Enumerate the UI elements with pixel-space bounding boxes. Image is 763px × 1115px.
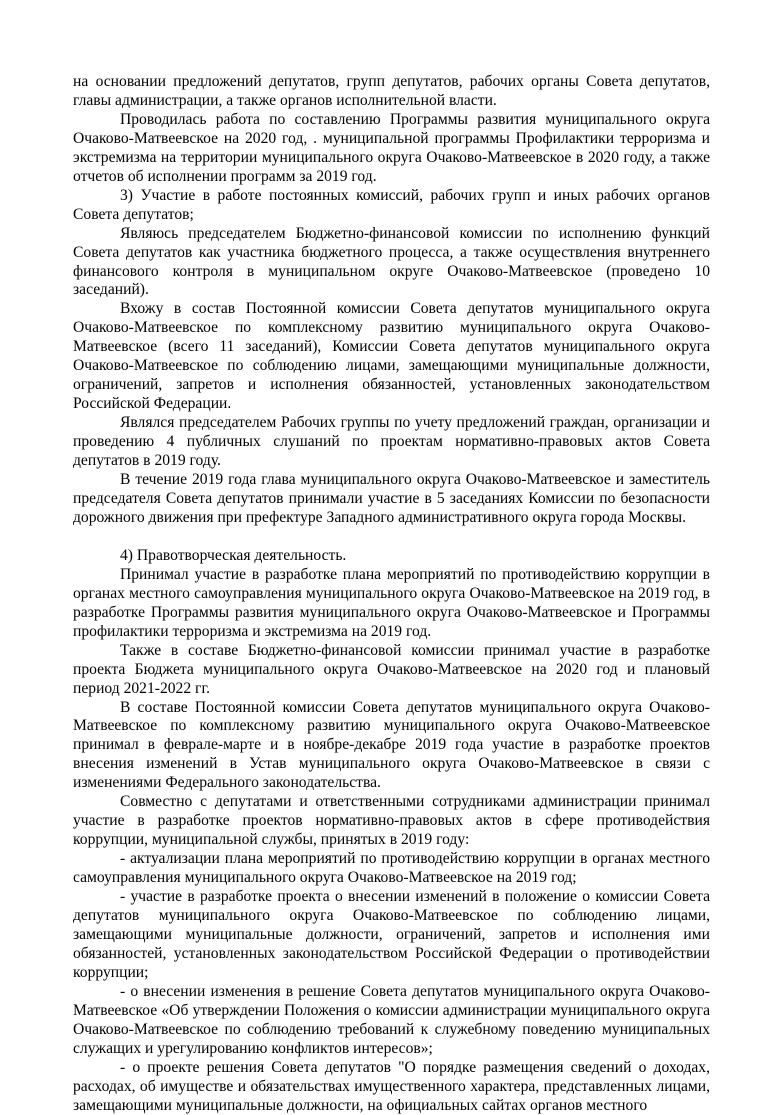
list-item: - актуализации плана мероприятий по противодействию коррупции в органах местного самоуправления муниципального округа Очаково-Матвеевское на 2019 год; (73, 850, 710, 887)
paragraph: Совместно с депутатами и ответственными сотрудниками администрации принимал участие в разработке проектов нормативно-правовых актов в сфере противодействия коррупции, муниципальной службы, принятых в 2019 году: (73, 793, 710, 849)
list-item: - о проекте решения Совета депутатов "О порядке размещения сведений о доходах, расходах, об имуществе и обязательствах имущественного характера, представленных лицами, замещающими муниципальные должности, на официальных сайтах органов местного (73, 1058, 710, 1114)
section-heading: 4) Правотворческая деятельность. (120, 546, 347, 564)
paragraph: Принимал участие в разработке плана мероприятий по противодействию коррупции в органах местного самоуправления муниципального округа Очаково-Матвеевское на 2019 год, в разработке Программы развития муниципального округа Очаково-Матвеевское и Программы профилактики терроризма и экстремизма на 2019 год. (73, 565, 710, 640)
paragraph: Вхожу в состав Постоянной комиссии Совета депутатов муниципального округа Очаково-Матвеевское по комплексному развитию муниципального округа Очаково-Матвеевское (всего 11 заседаний), Комиссии Совета депутатов муниципального округа Очаково-Матвеевское по соблюдению лицами, замещающими муниципальные должности, ограничений, запретов и исполнения обязанностей, установленных законодательством Российской Федерации. (73, 300, 710, 413)
paragraph: Являлся председателем Рабочих группы по учету предложений граждан, организации и проведению 4 публичных слушаний по проектам нормативно-правовых актов Совета депутатов в 2019 году. (73, 414, 710, 470)
section-heading: 3) Участие в работе постоянных комиссий, рабочих групп и иных рабочих органов Совета депутатов; (73, 186, 710, 223)
paragraph: В составе Постоянной комиссии Совета депутатов муниципального округа Очаково-Матвеевское по комплексному развитию муниципального округа Очаково-Матвеевское принимал в феврале-марте и в ноябре-декабре 2019 года участие в разработке проектов внесения изменений в Устав муниципального округа Очаково-Матвеевское в связи с изменениями Федерального законодательства. (73, 698, 710, 792)
document-page (73, 73, 710, 1115)
list-item: - о внесении изменения в решение Совета депутатов муниципального округа Очаково-Матвеевское «Об утверждении Положения о комиссии администрации муниципального округа Очаково-Матвеевское по соблюдению требований к служебному поведению муниципальных служащих и урегулированию конфликтов интересов»; (73, 982, 710, 1057)
blank-line (73, 528, 710, 547)
paragraph: на основании предложений депутатов, групп депутатов, рабочих органы Совета депутатов, главы администрации, а также органов исполнительной власти. (73, 73, 710, 109)
paragraph: В течение 2019 года глава муниципального округа Очаково-Матвеевское и заместитель председателя Совета депутатов принимали участие в 5 заседаниях Комиссии по безопасности дорожного движения при префектуре Западного административного округа города Москвы. (73, 471, 710, 526)
paragraph: Являюсь председателем Бюджетно-финансовой комиссии по исполнению функций Совета депутатов как участника бюджетного процесса, а также осуществления внутреннего финансового контроля в муниципальном округе Очаково-Матвеевское (проведено 10 заседаний). (73, 224, 710, 299)
paragraph: Также в составе Бюджетно-финансовой комиссии принимал участие в разработке проекта Бюджета муниципального округа Очаково-Матвеевское на 2020 год и плановый период 2021-2022 гг. (73, 641, 710, 697)
paragraph: Проводилась работа по составлению Программы развития муниципального округа Очаково-Матвеевское на 2020 год, . муниципальной программы Профилактики терроризма и экстремизма на территории муниципального округа Очаково-Матвеевское в 2020 году, а также отчетов об исполнении программ за 2019 год. (73, 110, 710, 185)
list-item: - участие в разработке проекта о внесении изменений в положение о комиссии Совета депутатов муниципального округа Очаково-Матвеевское по соблюдению лицами, замещающими муниципальные должности, ограничений, запретов и исполнения ими обязанностей, установленных законодательством Российской Федерации о противодействии коррупции; (73, 888, 710, 981)
